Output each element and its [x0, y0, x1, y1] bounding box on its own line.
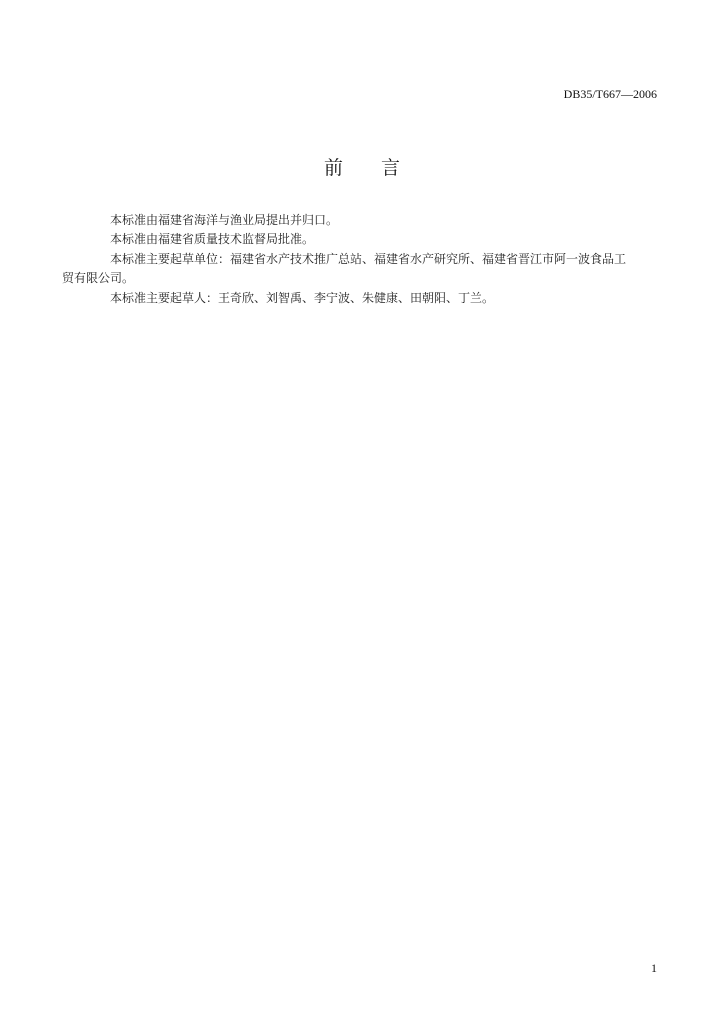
page-number: 1 — [651, 961, 657, 975]
paragraph-approver: 本标准由福建省质量技术监督局批准。 — [110, 232, 315, 247]
drafting-units-line-2: 贸有限公司。 — [62, 271, 135, 286]
paragraph-proposer: 本标准由福建省海洋与渔业局提出并归口。 — [110, 213, 339, 227]
page-title — [0, 156, 724, 180]
paragraph-drafting-units — [62, 250, 658, 289]
paragraph-drafters: 本标准主要起草人：王奇欣、刘智禹、李宁波、朱健康、田朝阳、丁兰。 — [110, 290, 495, 305]
drafting-units-line-1: 本标准主要起草单位：福建省水产技术推广总站、福建省水产研究所、福建省晋江市阿一波食品工 — [110, 251, 627, 266]
standard-code-header: DB35/T667—2006 — [563, 87, 657, 101]
foreword-body — [62, 211, 658, 308]
title-char-yan: 言 — [381, 157, 401, 179]
title-char-qian: 前 — [323, 157, 343, 179]
